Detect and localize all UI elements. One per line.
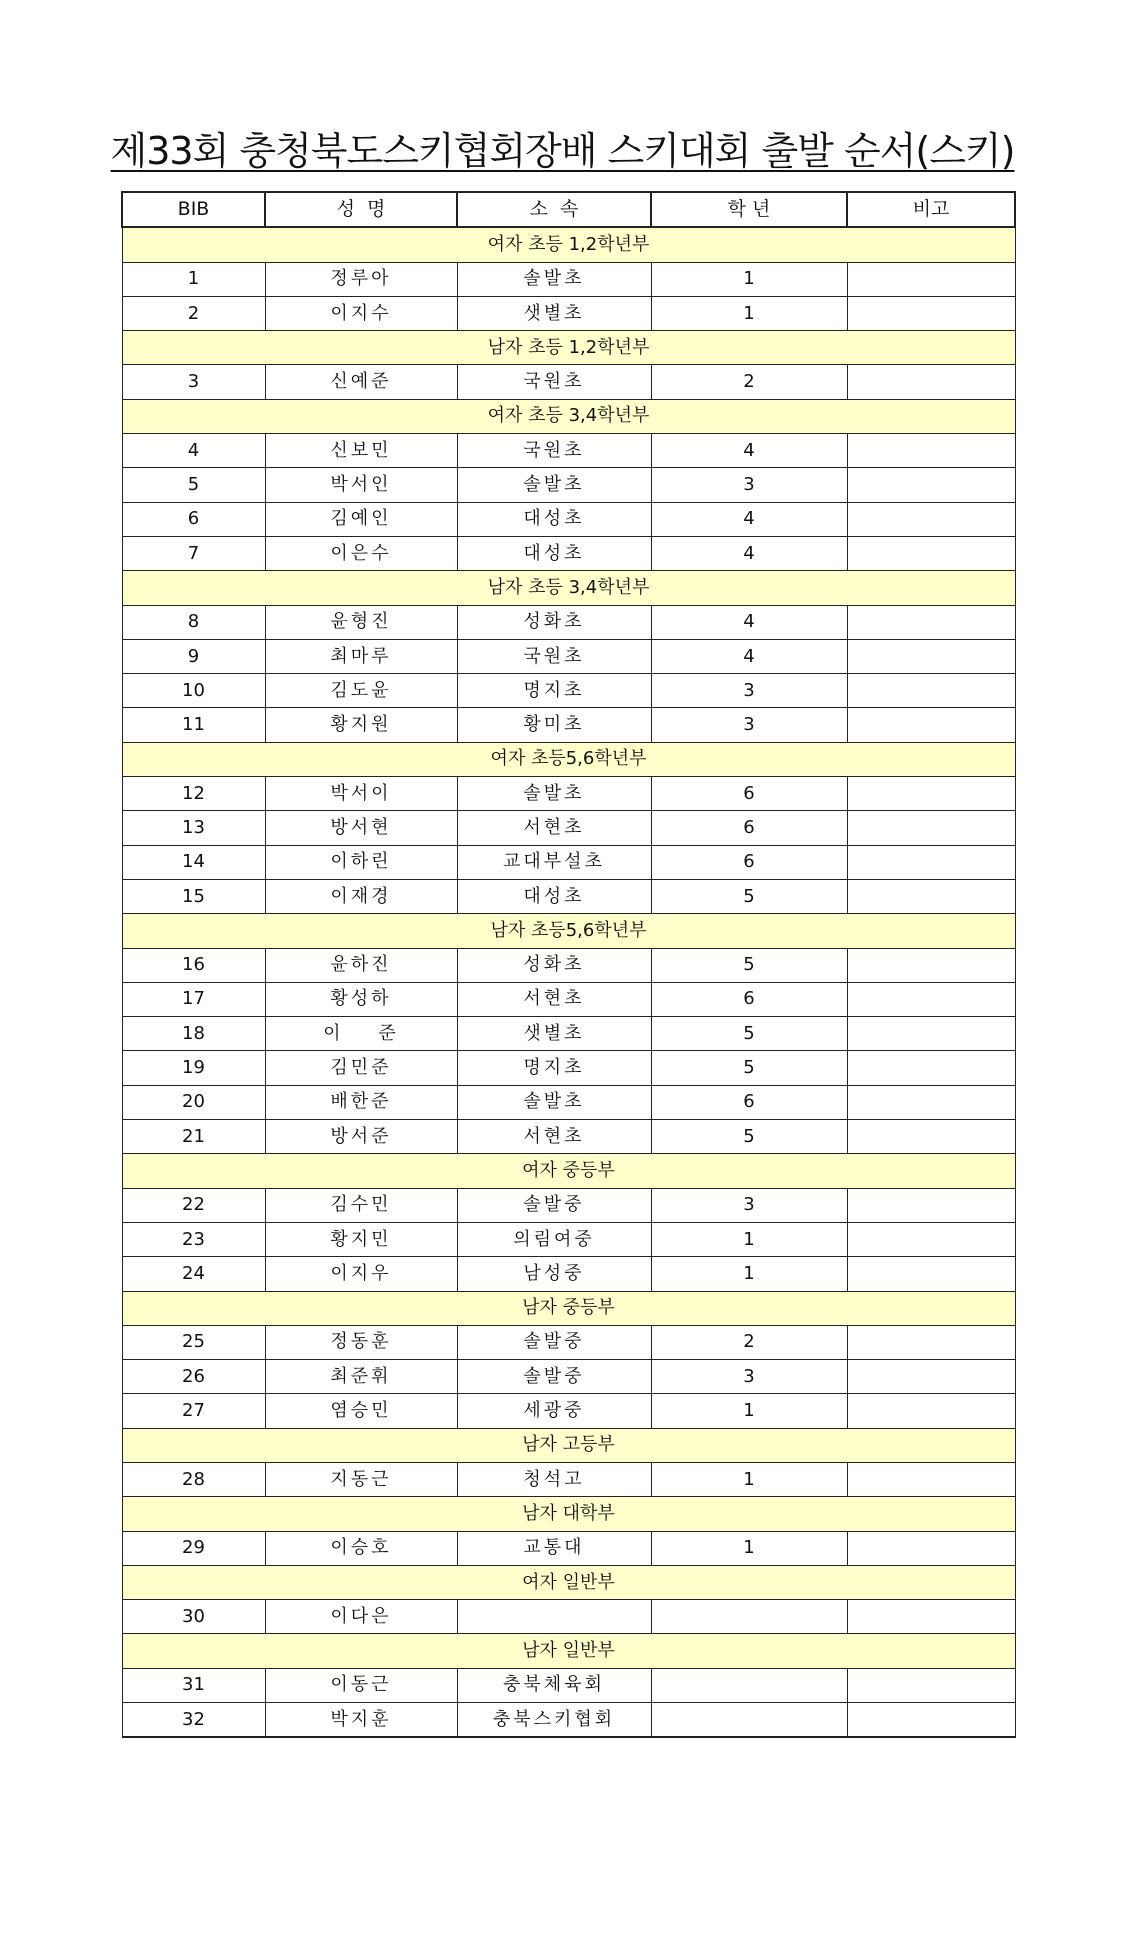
grade-cell: 6 [651, 845, 847, 879]
name-cell: 김도윤 [265, 674, 457, 708]
club-cell: 솔발초 [457, 262, 651, 296]
section-title: 남자 초등5,6학년부 [122, 914, 1015, 948]
club-cell: 청석고 [457, 1462, 651, 1496]
note-cell [847, 1188, 1015, 1222]
bib-cell: 31 [122, 1668, 265, 1702]
table-row [122, 948, 1015, 982]
bib-cell: 23 [122, 1222, 265, 1256]
table-row [122, 536, 1015, 570]
grade-cell [651, 1600, 847, 1634]
club-cell: 대성초 [457, 536, 651, 570]
note-cell [847, 1325, 1015, 1359]
name-cell: 배한준 [265, 1085, 457, 1119]
section-title: 여자 초등5,6학년부 [122, 742, 1015, 776]
note-cell [847, 536, 1015, 570]
note-cell [847, 262, 1015, 296]
club-cell: 샛별초 [457, 296, 651, 330]
grade-cell: 4 [651, 536, 847, 570]
header-name: 성 명 [265, 192, 457, 227]
section-header-row [122, 571, 1015, 605]
grade-cell: 2 [651, 365, 847, 399]
table-row [122, 811, 1015, 845]
note-cell [847, 1051, 1015, 1085]
club-cell: 남성중 [457, 1257, 651, 1291]
grade-cell: 3 [651, 708, 847, 742]
grade-cell: 6 [651, 982, 847, 1016]
grade-cell: 5 [651, 1120, 847, 1154]
name-cell: 최준휘 [265, 1360, 457, 1394]
grade-cell: 6 [651, 1085, 847, 1119]
header-bib: BIB [122, 192, 265, 227]
table-row [122, 1360, 1015, 1394]
section-header-row [122, 331, 1015, 365]
section-header-row [122, 1428, 1015, 1462]
grade-cell: 1 [651, 1394, 847, 1428]
grade-cell: 2 [651, 1325, 847, 1359]
name-cell: 최마루 [265, 639, 457, 673]
table-row [122, 468, 1015, 502]
note-cell [847, 1257, 1015, 1291]
bib-cell: 14 [122, 845, 265, 879]
section-title: 여자 초등 1,2학년부 [122, 227, 1015, 262]
club-cell: 황미초 [457, 708, 651, 742]
club-cell: 대성초 [457, 502, 651, 536]
start-order-table [121, 191, 1016, 1738]
name-cell: 이재경 [265, 879, 457, 913]
table-row [122, 1703, 1015, 1738]
section-header-row [122, 1634, 1015, 1668]
name-cell: 방서준 [265, 1120, 457, 1154]
name-cell: 윤하진 [265, 948, 457, 982]
bib-cell: 12 [122, 777, 265, 811]
grade-cell: 1 [651, 296, 847, 330]
page-title: 제33회 충청북도스키협회장배 스키대회 출발 순서(스키) [110, 129, 1015, 173]
table-header-row [122, 192, 1015, 227]
table-row [122, 434, 1015, 468]
grade-cell [651, 1703, 847, 1738]
note-cell [847, 1703, 1015, 1738]
club-cell: 교통대 [457, 1531, 651, 1565]
bib-cell: 29 [122, 1531, 265, 1565]
bib-cell: 26 [122, 1360, 265, 1394]
name-cell: 윤형진 [265, 605, 457, 639]
section-header-row [122, 1154, 1015, 1188]
bib-cell: 32 [122, 1703, 265, 1738]
note-cell [847, 1085, 1015, 1119]
section-title: 여자 일반부 [122, 1565, 1015, 1599]
grade-cell: 3 [651, 674, 847, 708]
table-row [122, 1051, 1015, 1085]
section-title: 여자 초등 3,4학년부 [122, 399, 1015, 433]
grade-cell: 1 [651, 1222, 847, 1256]
section-title: 남자 대학부 [122, 1497, 1015, 1531]
note-cell [847, 1394, 1015, 1428]
section-title: 남자 일반부 [122, 1634, 1015, 1668]
name-cell: 이은수 [265, 536, 457, 570]
bib-cell: 2 [122, 296, 265, 330]
table-row [122, 502, 1015, 536]
bib-cell: 15 [122, 879, 265, 913]
club-cell: 세광중 [457, 1394, 651, 1428]
note-cell [847, 811, 1015, 845]
table-row [122, 605, 1015, 639]
name-cell: 이동근 [265, 1668, 457, 1702]
name-cell: 박지훈 [265, 1703, 457, 1738]
header-grade: 학 년 [651, 192, 847, 227]
club-cell: 솔발초 [457, 468, 651, 502]
bib-cell: 4 [122, 434, 265, 468]
club-cell: 솔발중 [457, 1325, 651, 1359]
grade-cell: 3 [651, 1188, 847, 1222]
bib-cell: 28 [122, 1462, 265, 1496]
name-cell: 김민준 [265, 1051, 457, 1085]
note-cell [847, 948, 1015, 982]
note-cell [847, 1222, 1015, 1256]
section-title: 남자 초등 3,4학년부 [122, 571, 1015, 605]
grade-cell: 4 [651, 605, 847, 639]
grade-cell: 5 [651, 1051, 847, 1085]
club-cell: 솔발중 [457, 1188, 651, 1222]
table-body [122, 227, 1015, 1737]
bib-cell: 22 [122, 1188, 265, 1222]
table-row [122, 1257, 1015, 1291]
note-cell [847, 434, 1015, 468]
name-cell: 이하린 [265, 845, 457, 879]
table-row [122, 1222, 1015, 1256]
name-cell: 염승민 [265, 1394, 457, 1428]
section-header-row [122, 227, 1015, 262]
club-cell: 샛별초 [457, 1017, 651, 1051]
name-cell: 김예인 [265, 502, 457, 536]
name-cell: 박서이 [265, 777, 457, 811]
club-cell: 서현초 [457, 1120, 651, 1154]
grade-cell: 1 [651, 1257, 847, 1291]
grade-cell: 5 [651, 879, 847, 913]
table-row [122, 1531, 1015, 1565]
table-row [122, 639, 1015, 673]
table-row [122, 1017, 1015, 1051]
club-cell: 국원초 [457, 365, 651, 399]
club-cell: 국원초 [457, 639, 651, 673]
club-cell: 교대부설초 [457, 845, 651, 879]
bib-cell: 17 [122, 982, 265, 1016]
club-cell: 솔발중 [457, 1360, 651, 1394]
section-header-row [122, 1565, 1015, 1599]
grade-cell: 4 [651, 502, 847, 536]
club-cell: 솔발초 [457, 777, 651, 811]
note-cell [847, 1017, 1015, 1051]
name-cell: 황지원 [265, 708, 457, 742]
note-cell [847, 468, 1015, 502]
header-club: 소 속 [457, 192, 651, 227]
grade-cell: 5 [651, 1017, 847, 1051]
bib-cell: 30 [122, 1600, 265, 1634]
name-cell: 이지수 [265, 296, 457, 330]
table-row [122, 262, 1015, 296]
note-cell [847, 674, 1015, 708]
note-cell [847, 502, 1015, 536]
bib-cell: 25 [122, 1325, 265, 1359]
note-cell [847, 1531, 1015, 1565]
note-cell [847, 708, 1015, 742]
section-title: 여자 중등부 [122, 1154, 1015, 1188]
bib-cell: 3 [122, 365, 265, 399]
table-row [122, 1085, 1015, 1119]
table-row [122, 1462, 1015, 1496]
note-cell [847, 1360, 1015, 1394]
grade-cell: 3 [651, 1360, 847, 1394]
section-header-row [122, 742, 1015, 776]
bib-cell: 1 [122, 262, 265, 296]
grade-cell: 5 [651, 948, 847, 982]
note-cell [847, 1462, 1015, 1496]
note-cell [847, 1600, 1015, 1634]
note-cell [847, 777, 1015, 811]
section-header-row [122, 1497, 1015, 1531]
bib-cell: 13 [122, 811, 265, 845]
bib-cell: 21 [122, 1120, 265, 1154]
name-cell: 김수민 [265, 1188, 457, 1222]
table-row [122, 1188, 1015, 1222]
table-row [122, 1120, 1015, 1154]
table-row [122, 1600, 1015, 1634]
section-header-row [122, 914, 1015, 948]
header-note: 비고 [847, 192, 1015, 227]
section-header-row [122, 1291, 1015, 1325]
club-cell: 성화초 [457, 948, 651, 982]
table-row [122, 1394, 1015, 1428]
bib-cell: 27 [122, 1394, 265, 1428]
club-cell: 성화초 [457, 605, 651, 639]
grade-cell: 1 [651, 1531, 847, 1565]
bib-cell: 10 [122, 674, 265, 708]
note-cell [847, 1120, 1015, 1154]
note-cell [847, 639, 1015, 673]
club-cell: 명지초 [457, 1051, 651, 1085]
table-row [122, 296, 1015, 330]
note-cell [847, 879, 1015, 913]
club-cell: 충북스키협회 [457, 1703, 651, 1738]
note-cell [847, 605, 1015, 639]
note-cell [847, 365, 1015, 399]
table-row [122, 777, 1015, 811]
club-cell: 대성초 [457, 879, 651, 913]
name-cell: 황지민 [265, 1222, 457, 1256]
section-title: 남자 초등 1,2학년부 [122, 331, 1015, 365]
name-cell: 정동훈 [265, 1325, 457, 1359]
table-row [122, 879, 1015, 913]
note-cell [847, 1668, 1015, 1702]
note-cell [847, 296, 1015, 330]
bib-cell: 20 [122, 1085, 265, 1119]
table-row [122, 1325, 1015, 1359]
club-cell: 명지초 [457, 674, 651, 708]
bib-cell: 5 [122, 468, 265, 502]
club-cell: 의림여중 [457, 1222, 651, 1256]
table-row [122, 365, 1015, 399]
table-row [122, 708, 1015, 742]
bib-cell: 18 [122, 1017, 265, 1051]
name-cell: 박서인 [265, 468, 457, 502]
bib-cell: 6 [122, 502, 265, 536]
bib-cell: 19 [122, 1051, 265, 1085]
club-cell: 솔발초 [457, 1085, 651, 1119]
club-cell [457, 1600, 651, 1634]
grade-cell: 4 [651, 639, 847, 673]
table-row [122, 845, 1015, 879]
name-cell: 이승호 [265, 1531, 457, 1565]
club-cell: 국원초 [457, 434, 651, 468]
section-title: 남자 고등부 [122, 1428, 1015, 1462]
name-cell: 이다은 [265, 1600, 457, 1634]
name-cell: 이지우 [265, 1257, 457, 1291]
grade-cell [651, 1668, 847, 1702]
grade-cell: 6 [651, 811, 847, 845]
section-title: 남자 중등부 [122, 1291, 1015, 1325]
note-cell [847, 845, 1015, 879]
grade-cell: 4 [651, 434, 847, 468]
name-cell: 황성하 [265, 982, 457, 1016]
grade-cell: 1 [651, 1462, 847, 1496]
name-cell: 신보민 [265, 434, 457, 468]
section-header-row [122, 399, 1015, 433]
table-row [122, 1668, 1015, 1702]
bib-cell: 8 [122, 605, 265, 639]
bib-cell: 9 [122, 639, 265, 673]
grade-cell: 1 [651, 262, 847, 296]
bib-cell: 16 [122, 948, 265, 982]
bib-cell: 24 [122, 1257, 265, 1291]
club-cell: 충북체육회 [457, 1668, 651, 1702]
name-cell: 방서현 [265, 811, 457, 845]
name-cell: 신예준 [265, 365, 457, 399]
grade-cell: 6 [651, 777, 847, 811]
bib-cell: 11 [122, 708, 265, 742]
club-cell: 서현초 [457, 811, 651, 845]
name-cell: 정루아 [265, 262, 457, 296]
bib-cell: 7 [122, 536, 265, 570]
name-cell: 지동근 [265, 1462, 457, 1496]
grade-cell: 3 [651, 468, 847, 502]
club-cell: 서현초 [457, 982, 651, 1016]
note-cell [847, 982, 1015, 1016]
table-row [122, 982, 1015, 1016]
name-cell: 이 준 [265, 1017, 457, 1051]
table-row [122, 674, 1015, 708]
